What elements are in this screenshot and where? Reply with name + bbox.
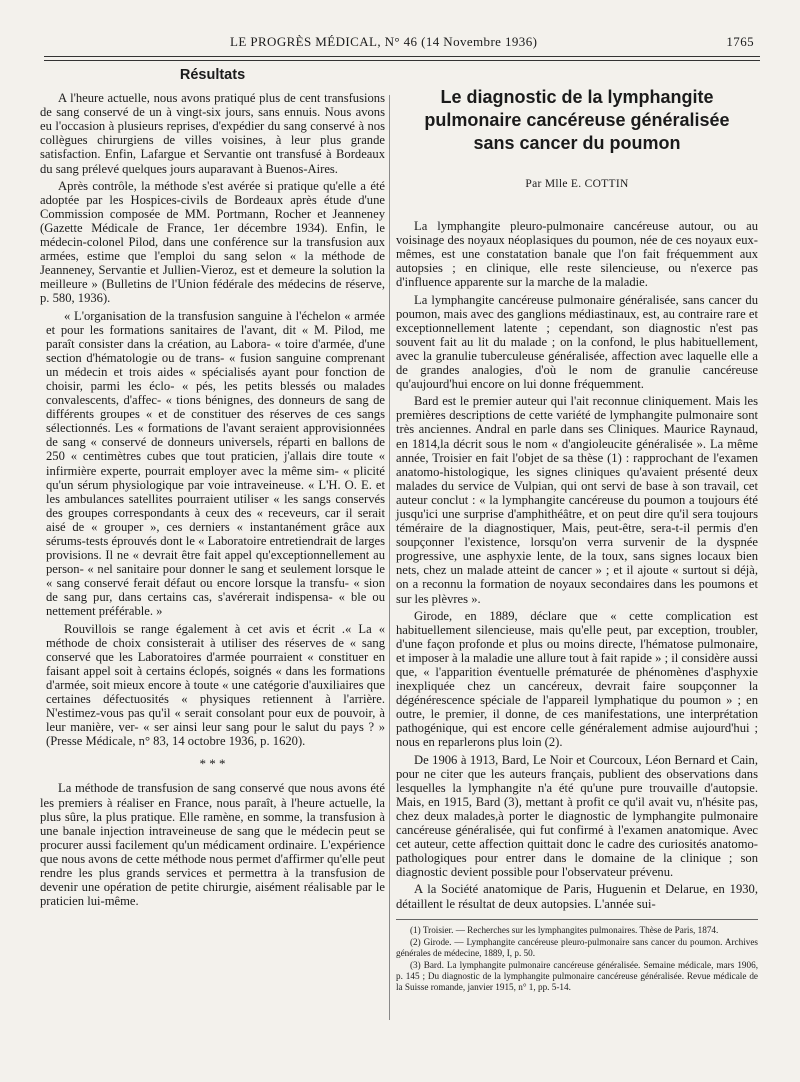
right-column <box>396 86 758 994</box>
paragraph-article-3: Bard est le premier auteur qui l'ait reconnue cliniquement. Mais les premières descriptions de cette variété de lymphangite pulmonaire sont très anciennes. Andral en parle dans ses Cliniques. Maurice Raynaud, en 1814,la décrit sous le nom « d'angioleucite généralisée ». La même année, Troisier en fait l'objet de sa thèse (1) : rapprochant de l'examen anatomo-histologique, les signes cliniques qu'avaient présenté deux malades du service de Vulpian, qui ont servi de base à son travail, cet auteur conclut : « la lymphangite cancéreuse du poumon a toujours été jusqu'ici une surprise d'amphithéâtre, et on peut dire qu'il sera toujours téméraire de la diagnostiquer, Mais, peut-être, sera-t-il permis d'en soupçonner l'existence, lorsqu'on verra survenir de la dyspnée progressive, une asphyxie lente, de la toux, sans signes locaux bien nets, chez un malade atteint de cancer » ; et il ajoute « surtout si déjà, on a reconnu la formation de noyaux secondaires dans les poumons et sur les plèvres ». <box>396 394 758 606</box>
quote-pilod: « L'organisation de la transfusion sanguine à l'échelon « armée et pour les formations sanitaires de l'avant, dit « M. Pilod, me paraît consister dans la création, au Labora- « toire d'armée, d'une section d'hématologie ou de trans- « fusion sanguine comprenant un médecin et trois aides « spécialisés ayant pour fonction de choisir, parmi les éclo- « pés, les petits blessés ou malades convalescents, d'affec- « tions bénignes, des donneurs de sang de différents groupes « et de constituer des réserves de ces sangs sélectionnés. Les « formations de l'avant seraient approvisionnées de sang « conservé de donneurs universels, réparti en ballons de 250 « centimètres cubes que tout praticien, j'allais dire toute « infirmière experte, pourrait employer avec la même sim- « plicité qu'un sérum physiologique par voie intraveineuse. « L'H. O. E. et les ambulances satellites pourraient utiliser « les sangs conservés des groupes correspondants à ceux des « receveurs, car il serait aisé de « grouper », ces derniers « instantanément grâce aux sérums-tests éprouvés dont le « Laboratoire entretiendrait de larges provisions. Il ne « devrait être fait appel qu'exceptionnellement au person- « nel sanitaire pour donner le sang et seulement lorsque le « sang conservé ferait défaut ou encore lorsque la transfu- « sion de sang pur, dans certains cas, s'avérerait indispensa- « ble ou nettement préférable. » <box>46 308 385 619</box>
quote-rouvillois: Rouvillois se range également à cet avis et écrit .« La « méthode de choix consisterait à utiliser des réserves de « sang conservé que les Laboratoires d'armée pourraient « constituer en faisant appel soit à certains éclopés, soignés « dans les formations d'armée, soit mieux encore à toute « une catégorie d'auxiliaires que certaines défectuosités « physiques retiennent à l'arrière. N'estimez-vous pas qu'il « serait consolant pour eux de pouvoir, à leur manière, ver- « ser ainsi leur sang pour le salut du pays ? » (Presse Médicale, n° 83, 14 octobre 1936, p. 1620). <box>46 621 385 749</box>
section-heading-results: Résultats <box>179 67 246 83</box>
author-byline: Par Mlle E. COTTIN <box>525 178 629 190</box>
article-title <box>396 86 758 155</box>
paragraph-article-2: La lymphangite cancéreuse pulmonaire généralisée, sans cancer du poumon, mais avec des ganglions médiastinaux, est, au contraire rare et exceptionnellement latente ; cependant, son diagnostic n'est pas souvent fait au lit du malade ; on la confond, le plus habituellement, avec la granulie tuberculeuse généralisée, affection avec laquelle elle a de grandes analogies, d'où le nom de granulie cancéreuse qu'aujourd'hui encore on lui donne fréquemment. <box>396 292 758 392</box>
paragraph-article-6: A la Société anatomique de Paris, Huguenin et Delarue, en 1930, détaillent le résultat de deux autopsies. L'année sui- <box>396 882 758 911</box>
header-rule-double <box>44 60 760 61</box>
paragraph-conclusion: La méthode de transfusion de sang conservé que nous avons été les premiers à réaliser en France, nous paraît, à l'heure actuelle, la plus sûre, la plus pratique. Elle ramène, en somme, la transfusion à une banale injection intraveineuse de sang que le médecin peut se procurer aussi facilement qu'un médicament ordinaire. L'expérience que nous avons de cette méthode nous permet d'affirmer qu'elle peut rendre les plus grands services et permettra à la transfusion de devenir une opération de petite chirurgie, aisément réalisable par le praticien lui-même. <box>40 781 385 909</box>
page-number: 1765 <box>726 34 754 49</box>
footnote-2: (2) Girode. — Lymphangite cancéreuse pleuro-pulmonaire sans cancer du poumon. Archives générales de médecine, 1889, I, p. 50. <box>396 937 758 958</box>
paragraph-results-2: Après contrôle, la méthode s'est avérée si pratique qu'elle a été adoptée par les Hospices-civils de Bordeaux après étude d'une Commission composée de MM. Portmann, Rocher et Jeanneney (Gazette Médicale de France, 1er décembre 1934). Enfin, le médecin-colonel Pilod, dans une conférence sur la transfusion aux armées, estime que l'emploi du sang selon « la méthode de Jeanneney, Servantie et Jullien-Vieroz, est et demeure la solution la meilleure » (Bulletins de l'Union fédérale des médecins de réserve, p. 580, 1936). <box>40 178 385 306</box>
footnote-3: (3) Bard. La lymphangite pulmonaire cancéreuse généralisée. Semaine médicale, mars 1906, p. 145 ; Du diagnostic de la lymphangite pulmonaire cancéreuse généralisée. Revue médicale de la Suisse romande, janvier 1915, n° 1, pp. 5-14. <box>396 960 758 992</box>
header-rule <box>44 56 760 57</box>
article-title-line-3: sans cancer du poumon <box>473 133 681 153</box>
footnotes <box>396 919 758 993</box>
column-separator <box>389 95 390 1020</box>
paragraph-article-1: La lymphangite pleuro-pulmonaire cancéreuse autour, ou au voisinage des noyaux néoplasiques du poumon, née de ces noyaux eux-mêmes, est une constatation banale que l'on fait fréquemment aux autopsies ; en clinique, elle reste silencieuse, ou n'exerce pas d'influence apparente sur la marche de la maladie. <box>396 219 758 290</box>
paragraph-article-5: De 1906 à 1913, Bard, Le Noir et Courcoux, Léon Bernard et Cain, pour ne citer que les auteurs français, publient des observations dans lesquelles la lymphangite n'a été qu'une pure trouvaille d'autopsie. Mais, en 1915, Bard (3), mettant à profit ce qu'il avait vu, n'hésite pas, chez deux malades,à porter le diagnostic de lymphangite pulmonaire cancéreuse généralisée, qui fut confirmé à l'examen anatomique. Avec cet auteur, cette affection quittait donc le cadre des curiosités anatomo-pathologiques pour entrer dans le domaine de la clinique ; son diagnostic devient possible pour l'observateur prévenu. <box>396 752 758 880</box>
paragraph-results-1: A l'heure actuelle, nous avons pratiqué plus de cent transfusions de sang conservé de un à vingt-six jours, sans ennuis. Nous avons eu l'occasion à plusieurs reprises, d'expédier du sang conservé à nos collègues chirurgiens de villes voisines, à leur plus grande satisfaction. Enfin, Lafargue et Servantie ont transfusé à Bordeaux du sang prélevé quelques jours auparavant à Buenos-Aires. <box>40 91 385 176</box>
article-title-line-2: pulmonaire cancéreuse généralisée <box>424 110 730 130</box>
article-title-line-1: Le diagnostic de la lymphangite <box>440 87 714 107</box>
running-head-title: LE PROGRÈS MÉDICAL, N° 46 (14 Novembre 1936) <box>230 34 538 49</box>
paragraph-article-4: Girode, en 1889, déclare que « cette complication est habituellement silencieuse, mais qu'elle peut, par exception, troubler, d'une façon profonde et plus ou moins directe, l'hématose pulmonaire, et imposer à la maladie une allure tout à fait rapide » ; il considère aussi que, « l'apparition éventuelle prématurée de phénomènes d'asphyxie inexpliquée chez un cancéreux, devrait faire soupçonner la dégénérescence spéciale de l'appareil lymphatique du poumon » ; en outre, le premier, il donne, de ces manifestations, une interprétation pathogénique, qui est encore celle généralement admise aujourd'hui ; nous en reparlerons plus loin (2). <box>396 608 758 750</box>
running-head <box>40 34 760 56</box>
left-column <box>40 68 385 911</box>
footnote-1: (1) Troisier. — Recherches sur les lymphangites pulmonaires. Thèse de Paris, 1874. <box>410 924 719 935</box>
section-separator-stars: * * * <box>199 756 226 772</box>
